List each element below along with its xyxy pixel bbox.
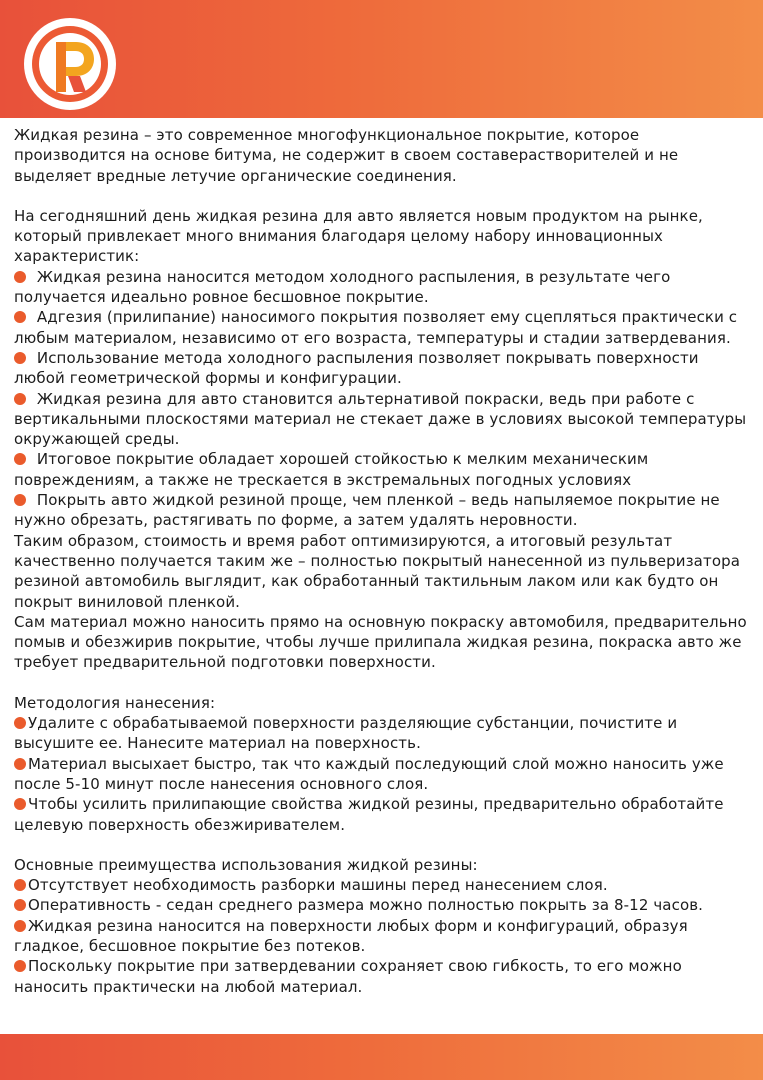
bullet-dot-icon xyxy=(14,271,26,283)
list-item: Материал высыхает быстро, так что каждый последующий слой можно наносить уже после 5-10 минут после нанесения основного слоя. xyxy=(14,754,724,793)
advantages-title: Основные преимущества использования жидкой резины: xyxy=(14,855,478,874)
list-item: Поскольку покрытие при затвердевании сохраняет свою гибкость, то его можно наносить практически на любой материал. xyxy=(14,957,682,996)
list-item: Жидкая резина наносится методом холодного распыления, в результате чего получается идеально ровное бесшовное покрытие. xyxy=(14,267,671,307)
bullet-dot-icon xyxy=(14,393,26,405)
list-item: Жидкая резина наносится на поверхности любых форм и конфигураций, образуя гладкое, бесшовное покрытие без потеков. xyxy=(14,916,688,955)
footer-banner xyxy=(0,1034,763,1080)
list-item: Адгезия (прилипание) наносимого покрытия позволяет ему сцепляться практически с любым материалом, независимо от его возраста, температуры и стадии затвердевания. xyxy=(14,308,738,347)
method-title: Методология нанесения: xyxy=(14,693,216,712)
list-item: Оперативность - седан среднего размера можно полностью покрыть за 8-12 часов. xyxy=(14,895,750,915)
list-item: Жидкая резина для авто становится альтернативой покраски, ведь при работе с вертикальными плоскостями материал не стекает даже в условиях высокой температуры окружающей среды. xyxy=(14,389,747,449)
article-body xyxy=(14,125,750,997)
market-lead-paragraph: На сегодняшний день жидкая резина для авто является новым продуктом на рынке, который привлекает много внимания благодаря целому набору инновационных характеристик: xyxy=(14,206,703,266)
bullet-dot-icon xyxy=(14,311,26,323)
list-item: Итоговое покрытие обладает хорошей стойкостью к мелким механическим повреждениям, а также не трескается в экстремальных погодных условиях xyxy=(14,450,649,489)
bullet-dot-icon xyxy=(14,494,26,506)
bullet-dot-icon xyxy=(14,960,26,972)
list-item: Чтобы усилить прилипающие свойства жидкой резины, предварительно обработайте целевую поверхность обезжиривателем. xyxy=(14,795,724,834)
bullet-dot-icon xyxy=(14,453,26,465)
bullet-dot-icon xyxy=(14,758,26,770)
bullet-dot-icon xyxy=(14,879,26,891)
R-logo-icon xyxy=(20,14,120,114)
intro-paragraph: Жидкая резина – это современное многофункциональное покрытие, которое производится на основе битума, не содержит в своем составерастворителей и не выделяет вредные летучие органические соединения. xyxy=(14,126,679,185)
summary-paragraph: Таким образом, стоимость и время работ оптимизируются, а итоговый результат качественно получается таким же – полностью покрытый нанесенной из пульверизатора резиной автомобиль выглядит, как обработанный тактильным лаком или как будто он покрыт виниловой пленкой. xyxy=(14,531,741,611)
bullet-dot-icon xyxy=(14,899,26,911)
header-banner xyxy=(0,0,763,118)
material-paragraph: Сам материал можно наносить прямо на основную покраску автомобиля, предварительно помыв и обезжирив покрытие, чтобы лучше прилипала жидкая резина, покраска авто же требует предварительной подготовки поверхности. xyxy=(14,612,747,672)
list-item: Покрыть авто жидкой резиной проще, чем пленкой – ведь напыляемое покрытие не нужно обрезать, растягивать по форме, а затем удалять неровности. xyxy=(14,491,720,530)
bullet-dot-icon xyxy=(14,352,26,364)
bullet-dot-icon xyxy=(14,920,26,932)
bullet-dot-icon xyxy=(14,798,26,810)
bullet-dot-icon xyxy=(14,717,26,729)
list-item: Использование метода холодного распыления позволяет покрывать поверхности любой геометрической формы и конфигурации. xyxy=(14,348,699,388)
list-item: Удалите с обрабатываемой поверхности разделяющие субстанции, почистите и высушите ее. Нанесите материал на поверхность. xyxy=(14,714,678,753)
list-item: Отсутствует необходимость разборки машины перед нанесением слоя. xyxy=(14,875,750,895)
